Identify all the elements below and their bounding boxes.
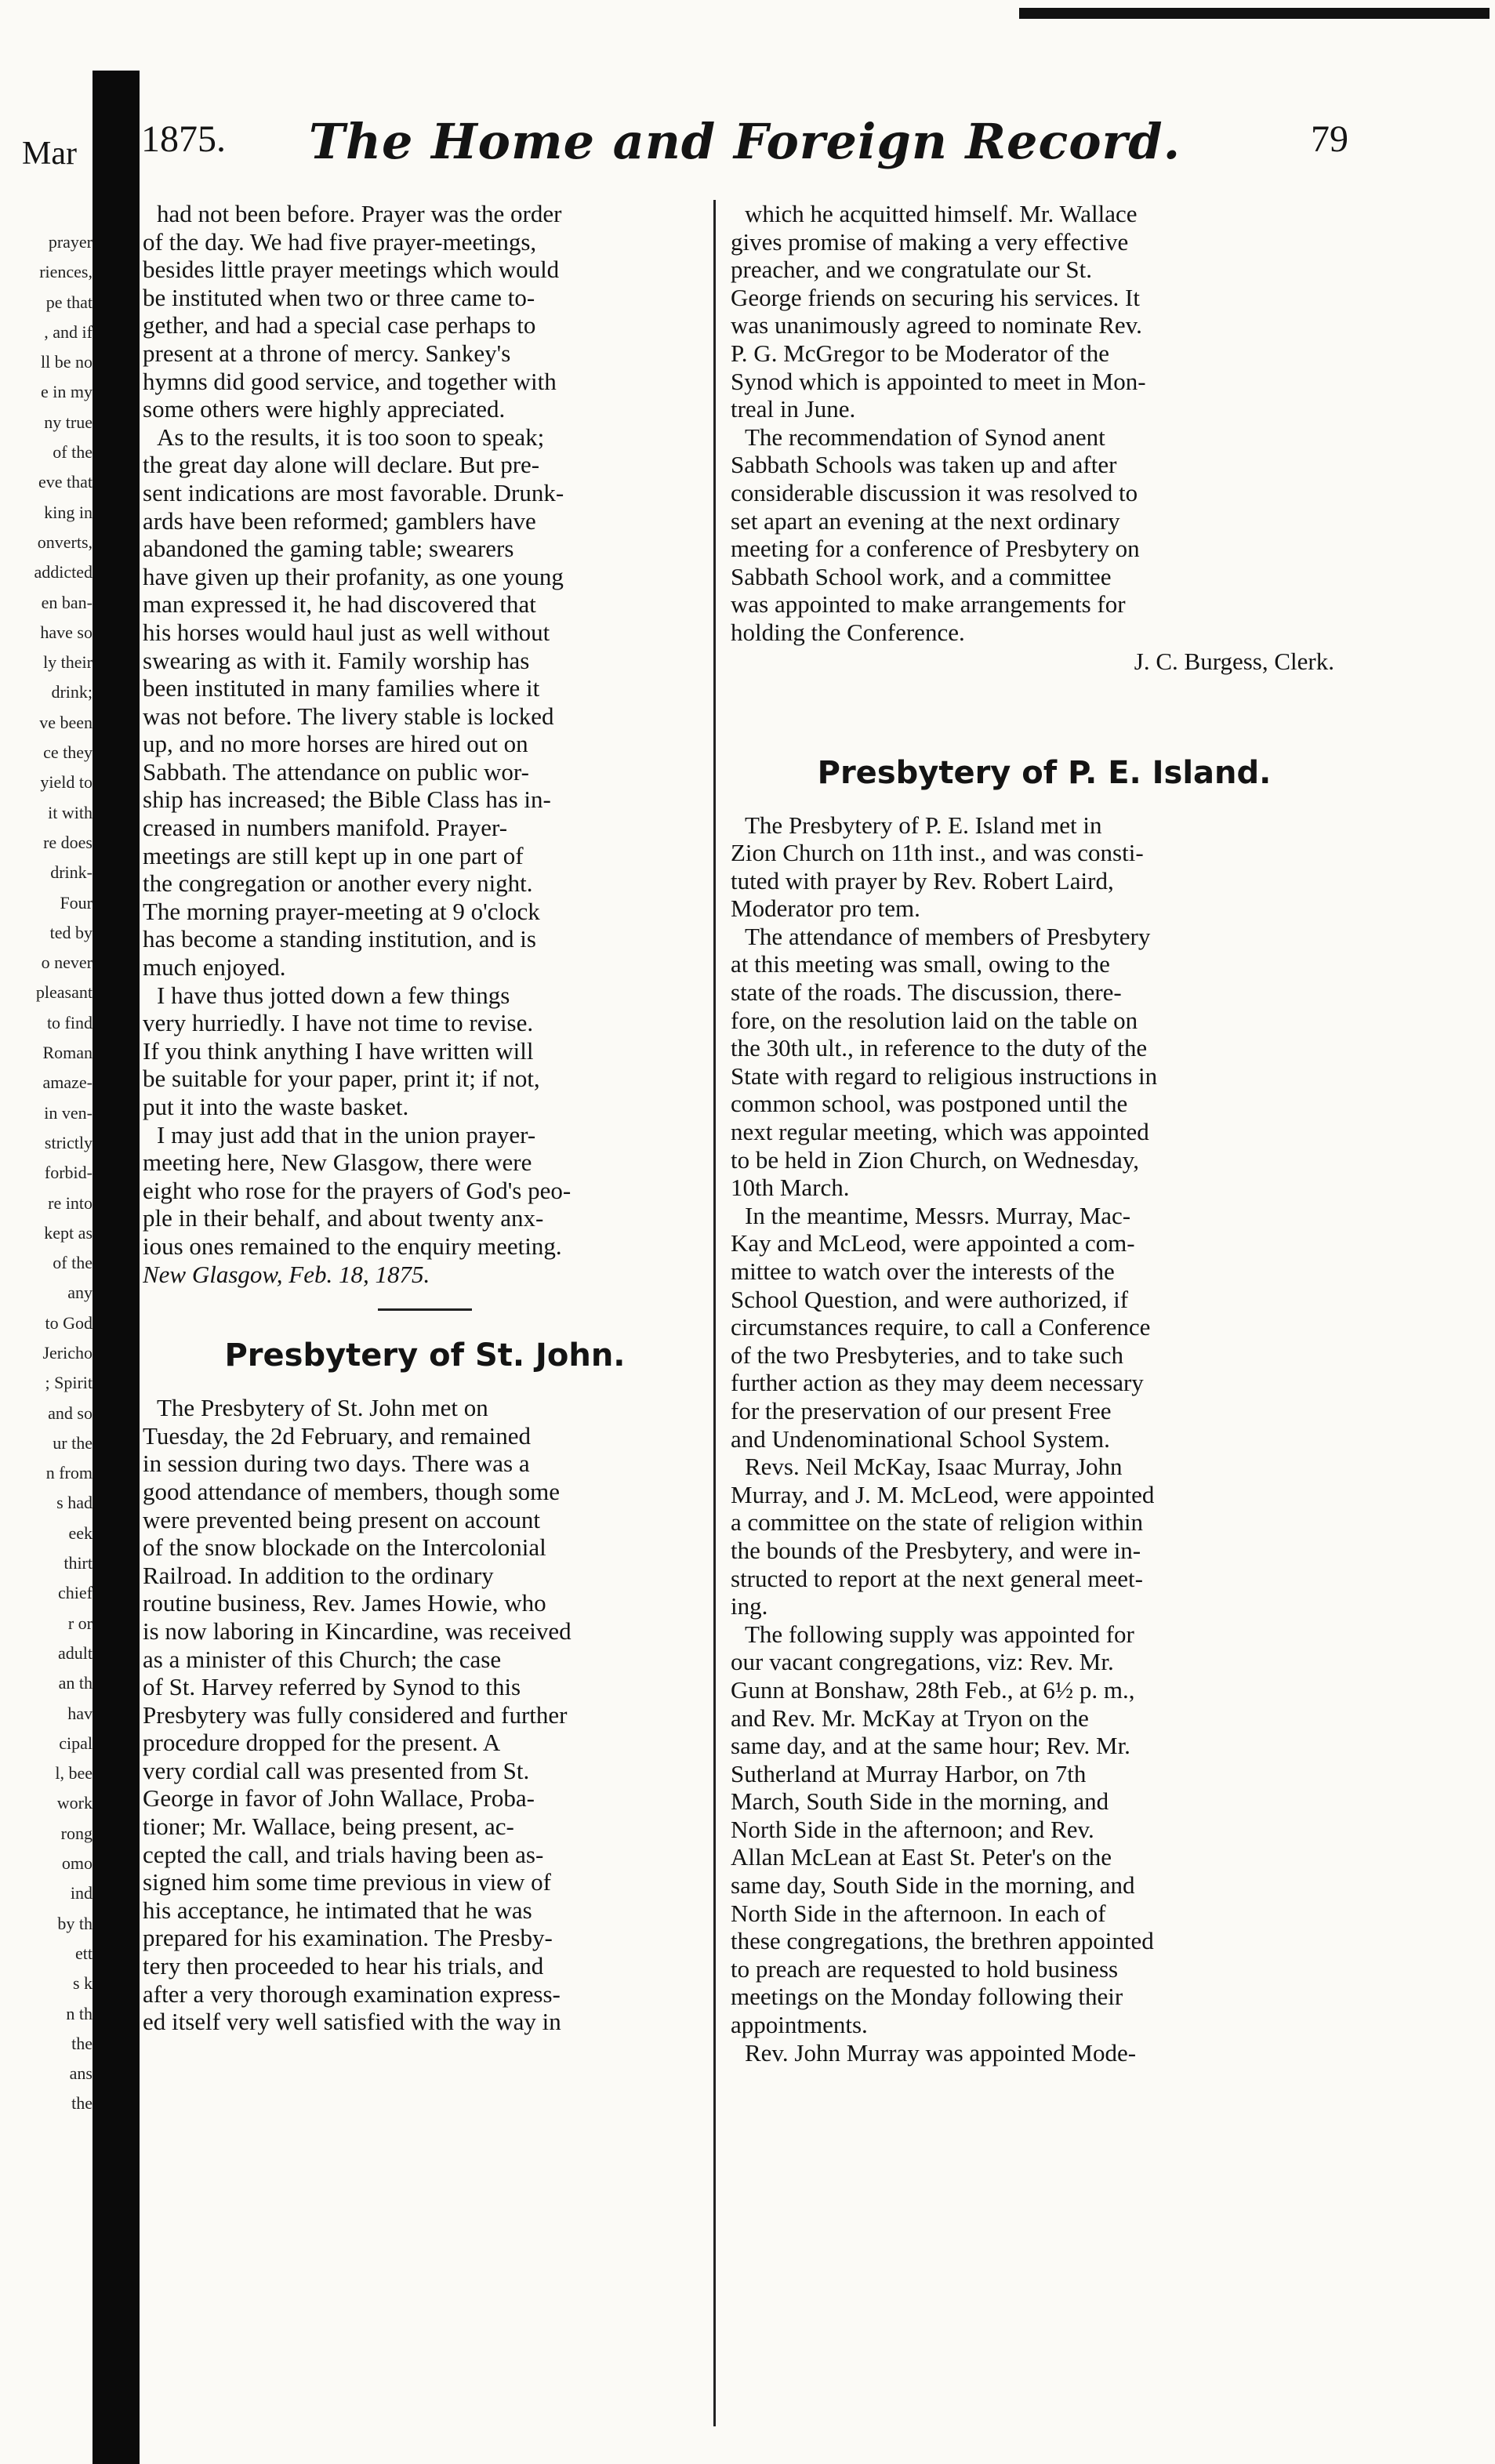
text-line: these congregations, the brethren appointed [731, 1927, 1154, 1955]
text-line: I have thus jotted down a few things [157, 981, 510, 1009]
text-line: meeting for a conference of Presbytery on [731, 535, 1140, 563]
paragraph [731, 200, 1358, 423]
text-line: the bounds of the Presbytery, and were in- [731, 1536, 1141, 1564]
text-line: has become a standing institution, and is [143, 925, 536, 953]
fragment-text: thirt [64, 1553, 93, 1573]
fragment-text: n th [66, 2003, 93, 2023]
fragment-text: en ban- [41, 592, 93, 612]
gutter-shadow [93, 71, 140, 2464]
fragment-text: omo [61, 1853, 93, 1874]
section-title-st-john: Presbytery of St. John. [224, 1337, 626, 1374]
text-line: gives promise of making a very effective [731, 227, 1129, 256]
fragment-text: amaze- [42, 1072, 93, 1093]
fragment-text: eek [68, 1522, 93, 1543]
text-line: the congregation or another every night. [143, 869, 533, 898]
text-line: to preach are requested to hold business [731, 1954, 1119, 1983]
fragment-text: work [56, 1793, 93, 1813]
text-line: further action as they may deem necessary [731, 1369, 1144, 1397]
text-line: Presbytery was fully considered and further [143, 1700, 568, 1729]
text-line: was not before. The livery stable is locked [143, 702, 554, 730]
fragment-text: of the [53, 1253, 93, 1273]
fragment-text: ; Spirit [45, 1373, 93, 1393]
paragraph [731, 923, 1358, 1202]
fragment-text: o never [41, 953, 93, 973]
text-line: up, and no more horses are hired out on [143, 730, 528, 758]
text-line: and Rev. Mr. McKay at Tryon on the [731, 1704, 1089, 1732]
text-line: is now laboring in Kincardine, was received [143, 1617, 572, 1645]
text-line: our vacant congregations, viz: Rev. Mr. [731, 1648, 1114, 1676]
text-line: mittee to watch over the interests of the [731, 1257, 1115, 1285]
fragment-text: it with [48, 802, 93, 822]
fragment-text: Jericho [42, 1342, 93, 1363]
text-line: in session during two days. There was a [143, 1450, 530, 1478]
text-line: holding the Conference. [731, 618, 965, 646]
text-line: the great day alone will declare. But pre- [143, 451, 540, 479]
top-rule [1019, 8, 1490, 19]
fragment-text: in ven- [44, 1102, 93, 1123]
fragment-text: s had [56, 1493, 93, 1513]
running-title: The Home and Foreign Record. [308, 113, 1181, 170]
text-line: considerable discussion it was resolved to [731, 478, 1138, 506]
text-line: after a very thorough examination express- [143, 1980, 561, 2008]
text-line: very cordial call was presented from St. [143, 1756, 530, 1784]
paragraph [143, 200, 707, 423]
text-line: was unanimously agreed to nominate Rev. [731, 311, 1142, 339]
text-line: The recommendation of Synod anent [745, 423, 1105, 451]
paragraph [731, 423, 1358, 647]
fragment-text: of the [53, 442, 93, 463]
text-line: Sabbath Schools was taken up and after [731, 451, 1117, 479]
text-line: been instituted in many families where it [143, 674, 540, 702]
column-rule [713, 200, 716, 2426]
text-line: State with regard to religious instructions in [731, 1061, 1158, 1090]
fragment-text: prayer [48, 232, 93, 252]
facing-page-fragments [0, 227, 93, 2119]
text-line: and Undenominational School System. [731, 1424, 1110, 1453]
text-line: some others were highly appreciated. [143, 395, 506, 423]
paragraph [731, 1620, 1358, 2039]
signature: J. C. Burgess, Clerk. [1134, 647, 1334, 675]
text-line: routine business, Rev. James Howie, who [143, 1589, 546, 1617]
text-line: as a minister of this Church; the case [143, 1645, 502, 1673]
text-line: Sabbath. The attendance on public wor- [143, 757, 529, 786]
text-line: appointments. [731, 2011, 868, 2039]
text-line: of St. Harvey referred by Synod to this [143, 1673, 521, 1701]
text-line: swearing as with it. Family worship has [143, 646, 530, 674]
fragment-text: re into [48, 1192, 93, 1213]
text-line: gether, and had a special case perhaps to [143, 311, 536, 339]
text-line: meeting here, New Glasgow, there were [143, 1149, 532, 1177]
fragment-text: ett [75, 1943, 93, 1963]
fragment-text: rong [60, 1823, 93, 1843]
text-line: a committee on the state of religion within [731, 1508, 1144, 1537]
text-line: Revs. Neil McKay, Isaac Murray, John [745, 1453, 1123, 1481]
text-line: signed him some time previous in view of [143, 1868, 551, 1896]
text-line: at this meeting was small, owing to the [731, 950, 1110, 978]
paragraph [731, 811, 1358, 923]
text-line: Tuesday, the 2d February, and remained [143, 1421, 532, 1450]
text-line: Synod which is appointed to meet in Mon- [731, 367, 1146, 395]
text-line: meetings are still kept up in one part of [143, 841, 524, 869]
text-line: The Presbytery of St. John met on [157, 1394, 488, 1422]
fragment-text: by th [57, 1913, 93, 1933]
text-line: In the meantime, Messrs. Murray, Mac- [745, 1201, 1131, 1229]
fragment-text: king in [44, 502, 93, 522]
text-line: Allan McLean at East St. Peter's on the [731, 1843, 1112, 1871]
paragraph [143, 423, 707, 982]
fragment-text: l, bee [55, 1763, 93, 1784]
text-line: fore, on the resolution laid on the table on [731, 1006, 1138, 1034]
text-line: procedure dropped for the present. A [143, 1729, 501, 1757]
text-line: George friends on securing his services. It [731, 283, 1140, 311]
header-year: 1875. [141, 118, 226, 160]
page-number: 79 [1311, 118, 1348, 160]
text-line: same day, South Side in the morning, and [731, 1871, 1135, 1900]
fragment-text: adult [58, 1642, 93, 1663]
fragment-text: chief [58, 1583, 93, 1603]
text-line: ards have been reformed; gamblers have [143, 506, 536, 535]
text-line: be instituted when two or three came to- [143, 283, 535, 311]
text-line: state of the roads. The discussion, there- [731, 978, 1122, 1007]
fragment-text: cipal [59, 1733, 93, 1753]
fragment-text: an th [58, 1673, 93, 1693]
text-line: which he acquitted himself. Mr. Wallace [745, 200, 1138, 227]
text-line: The Presbytery of P. E. Island met in [745, 811, 1102, 839]
fragment-text: n from [45, 1463, 93, 1483]
text-line: his horses would haul just as well without [143, 618, 550, 646]
text-line: set apart an evening at the next ordinary [731, 506, 1120, 535]
text-line: As to the results, it is too soon to speak; [157, 423, 545, 451]
text-line: good attendance of members, though some [143, 1477, 561, 1505]
spacer [731, 677, 1358, 731]
text-line: man expressed it, he had discovered that [143, 590, 536, 619]
text-line: ious ones remained to the enquiry meeting. [143, 1232, 562, 1260]
text-line: circumstances require, to call a Conference [731, 1313, 1151, 1341]
text-line: I may just add that in the union prayer- [157, 1120, 536, 1149]
paragraph [731, 1453, 1358, 1620]
fragment-text: ly their [43, 652, 93, 673]
dateline: New Glasgow, Feb. 18, 1875. [143, 1260, 430, 1288]
text-line: of the two Presbyteries, and to take such [731, 1341, 1124, 1369]
section-title-pe-island: Presbytery of P. E. Island. [817, 754, 1272, 791]
fragment-text: and so [48, 1403, 93, 1423]
fragment-text: ny true [44, 412, 93, 432]
fragment-text: the [71, 2033, 93, 2053]
text-line: much enjoyed. [143, 953, 286, 982]
paragraph [731, 1202, 1358, 1453]
fragment-text: ur the [53, 1432, 93, 1453]
text-line: abandoned the gaming table; swearers [143, 535, 514, 563]
fragment-text: ind [70, 1883, 93, 1903]
text-line: P. G. McGregor to be Moderator of the [731, 339, 1109, 367]
text-line: present at a throne of mercy. Sankey's [143, 339, 511, 367]
fragment-text: Roman [42, 1043, 93, 1063]
facing-page-edge-text: Mar [22, 136, 77, 172]
text-line: North Side in the afternoon. In each of [731, 1899, 1106, 1927]
fragment-text: Four [60, 892, 93, 913]
text-line: ing. [731, 1592, 768, 1620]
fragment-text: , and if [44, 321, 93, 342]
text-line: George in favor of John Wallace, Proba- [143, 1784, 535, 1813]
text-line: had not been before. Prayer was the order [157, 200, 562, 227]
right-column [731, 200, 1358, 2067]
fragment-text: the [71, 2093, 93, 2114]
text-line: sent indications are most favorable. Drunk- [143, 478, 564, 506]
left-column [143, 200, 707, 2036]
fragment-text: onverts, [37, 532, 93, 552]
text-line: was appointed to make arrangements for [731, 590, 1126, 619]
fragment-text: yield to [40, 772, 93, 793]
fragment-text: s k [72, 1973, 93, 1994]
text-line: meetings on the Monday following their [731, 1983, 1123, 2011]
text-line: the 30th ult., in reference to the duty of the [731, 1034, 1148, 1062]
text-line: The attendance of members of Presbytery [745, 922, 1151, 950]
fragment-text: any [67, 1283, 93, 1303]
text-line: be suitable for your paper, print it; if not, [143, 1065, 540, 1093]
text-line: 10th March. [731, 1174, 850, 1202]
text-line: of the snow blockade on the Intercolonial [143, 1533, 546, 1562]
text-line: The morning prayer-meeting at 9 o'clock [143, 897, 540, 925]
text-line: Kay and McLeod, were appointed a com- [731, 1229, 1135, 1257]
text-line: common school, was postponed until the [731, 1090, 1128, 1118]
text-line: besides little prayer meetings which would [143, 256, 560, 284]
fragment-text: to find [46, 1012, 93, 1032]
text-line: very hurriedly. I have not time to revise. [143, 1009, 534, 1037]
text-line: structed to report at the next general meet- [731, 1564, 1143, 1592]
fragment-text: ted by [49, 922, 93, 942]
fragment-text: riences, [39, 262, 93, 282]
fragment-text: eve that [38, 472, 93, 492]
text-line: Zion Church on 11th inst., and was consti- [731, 839, 1144, 867]
fragment-text: ll be no [41, 352, 93, 372]
text-line: North Side in the afternoon; and Rev. [731, 1815, 1094, 1843]
text-line: Moderator pro tem. [731, 895, 920, 923]
fragment-text: kept as [44, 1222, 93, 1243]
text-line: his acceptance, he intimated that he was [143, 1896, 532, 1924]
fragment-text: ans [69, 2063, 93, 2084]
fragment-text: re does [43, 832, 93, 852]
fragment-text: drink- [50, 862, 93, 883]
text-line: Railroad. In addition to the ordinary [143, 1561, 494, 1589]
text-line: eight who rose for the prayers of God's peo- [143, 1176, 572, 1204]
fragment-text: hav [67, 1703, 93, 1723]
fragment-text: forbid- [44, 1163, 93, 1183]
paragraph [143, 982, 707, 1121]
fragment-text: addicted [34, 562, 93, 582]
text-line: hymns did good service, and together with [143, 367, 557, 395]
text-line: If you think anything I have written will [143, 1036, 534, 1065]
fragment-text: pe that [45, 292, 93, 312]
fragment-text: strictly [44, 1132, 93, 1152]
text-line: were prevented being present on account [143, 1505, 540, 1533]
text-line: Sutherland at Murray Harbor, on 7th [731, 1759, 1087, 1787]
fragment-text: drink; [51, 682, 93, 702]
text-line: ship has increased; the Bible Class has in- [143, 786, 551, 814]
text-line: prepared for his examination. The Presby- [143, 1924, 553, 1952]
text-line: next regular meeting, which was appointed [731, 1118, 1149, 1146]
text-line: of the day. We had five prayer-meetings, [143, 227, 537, 256]
text-line: same day, and at the same hour; Rev. Mr. [731, 1732, 1130, 1760]
paragraph [731, 2039, 1358, 2067]
text-line: Gunn at Bonshaw, 28th Feb., at 6½ p. m., [731, 1675, 1135, 1704]
page-header [141, 113, 1348, 172]
text-line: ed itself very well satisfied with the way in [143, 2008, 561, 2036]
text-line: Murray, and J. M. McLeod, were appointed [731, 1480, 1155, 1508]
text-line: tioner; Mr. Wallace, being present, ac- [143, 1813, 514, 1841]
paragraph [143, 1121, 707, 1261]
text-line: Sabbath School work, and a committee [731, 562, 1112, 590]
text-line: tery then proceeded to hear his trials, and [143, 1952, 544, 1980]
fragment-text: to God [45, 1312, 93, 1333]
text-line: preacher, and we congratulate our St. [731, 256, 1092, 284]
fragment-text: have so [40, 622, 93, 642]
text-line: to be held in Zion Church, on Wednesday, [731, 1145, 1139, 1174]
text-line: for the preservation of our present Free [731, 1396, 1112, 1424]
text-line: have given up their profanity, as one young [143, 562, 564, 590]
paragraph [143, 1394, 707, 2036]
text-line: ple in their behalf, and about twenty anx- [143, 1204, 544, 1232]
fragment-text: ve been [39, 712, 93, 732]
fragment-text: r or [67, 1613, 93, 1633]
section-divider [378, 1308, 472, 1311]
text-line: cepted the call, and trials having been as- [143, 1840, 544, 1868]
fragment-text: ce they [43, 742, 93, 763]
text-line: creased in numbers manifold. Prayer- [143, 814, 508, 842]
text-line: treal in June. [731, 395, 856, 423]
text-line: put it into the waste basket. [143, 1093, 409, 1120]
text-line: March, South Side in the morning, and [731, 1787, 1109, 1816]
text-line: tuted with prayer by Rev. Robert Laird, [731, 866, 1114, 895]
fragment-text: e in my [41, 382, 93, 402]
fragment-text: pleasant [35, 982, 93, 1003]
text-line: School Question, and were authorized, if [731, 1285, 1129, 1313]
text-line: The following supply was appointed for [745, 1620, 1134, 1648]
text-line: Rev. John Murray was appointed Mode- [745, 2038, 1137, 2067]
